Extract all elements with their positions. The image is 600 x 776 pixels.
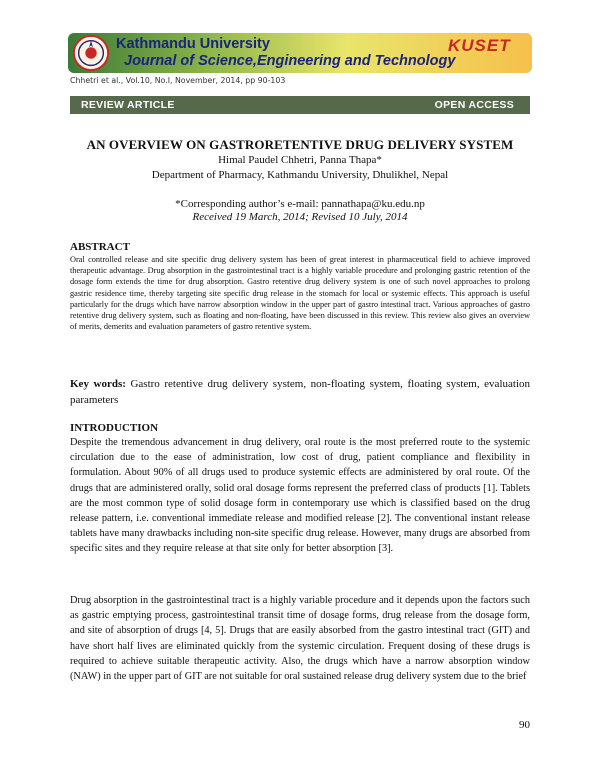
corresponding-email: *Corresponding author’s e-mail: pannathapa@ku.edu.np <box>175 198 425 210</box>
keywords <box>70 376 530 408</box>
authors: Himal Paudel Chhetri, Panna Thapa* <box>218 154 382 166</box>
abstract-heading: ABSTRACT <box>70 241 130 253</box>
page-number: 90 <box>519 719 530 731</box>
journal-name: Journal of Science,Engineering and Technology <box>124 53 456 69</box>
open-access-label: OPEN ACCESS <box>434 99 514 111</box>
introduction-heading: INTRODUCTION <box>70 422 159 434</box>
citation-line: Chhetri et al., Vol.10, No.I, November, 2014, pp 90-103 <box>70 76 286 85</box>
university-name: Kathmandu University <box>116 36 270 52</box>
keywords-label: Key words: <box>70 378 126 390</box>
review-article-label: REVIEW ARTICLE <box>81 99 175 111</box>
keywords-text: Gastro retentive drug delivery system, non-floating system, floating system, evaluation parameters <box>70 378 530 406</box>
abstract-text: Oral controlled release and site specific drug delivery system has been of great interest in pharmaceutical field to achieve improved therapeutic advantage. Drug absorption in the gastrointestinal tract is a highly variable procedure and prolonging gastric retention of the dosage form extends the time for drug absorption. Gastro retentive drug delivery system is one of such novel approaches to prolong gastric residence time, thereby targeting site specific drug release in the stomach for local or systemic effects. This approach is useful particularly for the drugs which have narrow absorption window in the upper part of gastro intestinal tract. Various approaches of gastro retentive drug delivery system, such as floating and non-floating, have been discussed in this review. This review also gives an overview of merits, demerits and evaluation parameters of gastro retentive system. <box>70 255 530 332</box>
received-dates: Received 19 March, 2014; Revised 10 July, 2014 <box>192 211 408 223</box>
journal-abbrev: KUSET <box>448 36 511 55</box>
university-seal-icon <box>72 34 110 72</box>
article-type-bar <box>70 96 530 114</box>
introduction-paragraph-1: Despite the tremendous advancement in drug delivery, oral route is the most preferred route to the systemic circulation due to the ease of administration, low cost of drug, patient compliance and flexibility in formulation. About 90% of all drugs used to produce systemic effects are administered by oral route. Of the drugs that are administered orally, solid oral dosage forms represent the preferred class of products [1]. Tablets are the most common type of solid dosage form in contemporary use which is classified based on the drug release pattern, i.e. conventional immediate release and modified release [2]. The conventional instant release tablets have many drawbacks including non-site specific drug release. However, many drugs are absorbed from specific sites and they require release at that site only for better absorption [3]. <box>70 437 530 555</box>
article-title: AN OVERVIEW ON GASTRORETENTIVE DRUG DELIVERY SYSTEM <box>86 137 514 152</box>
introduction-paragraph-2: Drug absorption in the gastrointestinal tract is a highly variable procedure and it depends upon the factors such as gastric emptying process, gastrointestinal transit time of dosage forms, drug release from the dosage form, and site of absorption of drugs [4, 5]. Drugs that are easily absorbed from the gastro intestinal tract (GIT) and have short half lives are eliminated quickly from the systemic circulation. Frequent dosing of these drugs is required to achieve suitable therapeutic activity. Also, the drugs which have a narrow absorption window (NAW) in the upper part of GIT are not suitable for oral sustained release drug delivery system due to the brief <box>70 595 530 683</box>
affiliation: Department of Pharmacy, Kathmandu University, Dhulikhel, Nepal <box>151 169 449 181</box>
